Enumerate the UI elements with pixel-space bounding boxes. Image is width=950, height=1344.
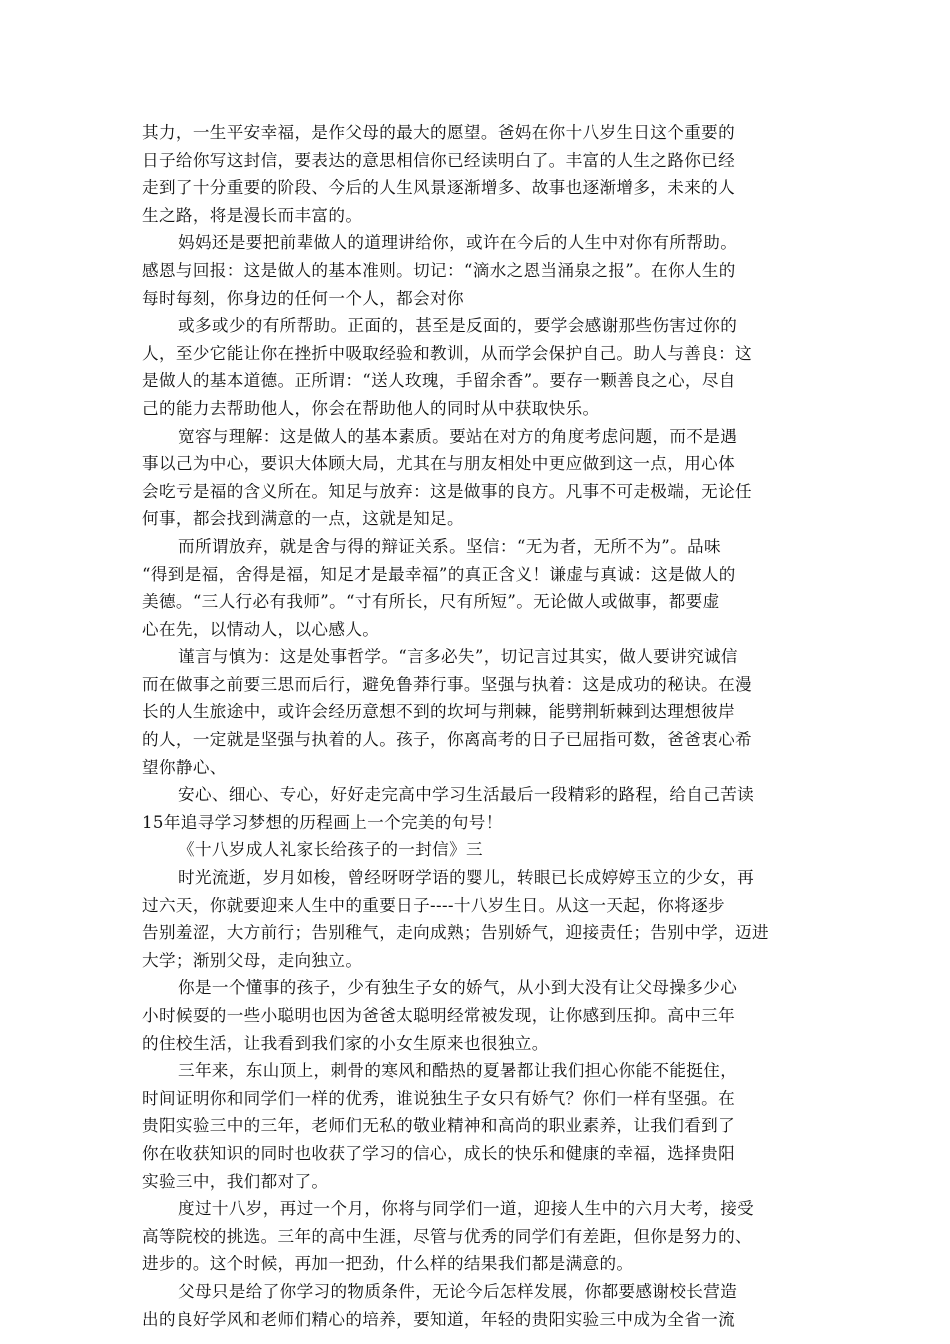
text-line: 三年来，东山顶上，刺骨的寒风和酷热的夏暑都让我们担心你能不能挺住，: [178, 1061, 738, 1081]
text-line: 人，至少它能让你在挫折中吸取经验和教训，从而学会保护自己。助人与善良：这: [142, 343, 752, 363]
text-line: 每时每刻，你身边的任何一个人，都会对你: [142, 288, 464, 308]
text-line: 你是一个懂事的孩子，少有独生子女的娇气，从小到大没有让父母操多少心: [178, 978, 738, 998]
text-line: 时间证明你和同学们一样的优秀，谁说独生子女只有娇气？你们一样有坚强。在: [142, 1088, 736, 1108]
text-line: 的人，一定就是坚强与执着的人。孩子，你离高考的日子已屈指可数，爸爸衷心希: [142, 730, 752, 750]
text-line: 会吃亏是福的含义所在。知足与放弃：这是做事的良方。凡事不可走极端，无论任: [142, 481, 752, 501]
text-line: 父母只是给了你学习的物质条件，无论今后怎样发展，你都要感谢校长营造: [178, 1281, 738, 1301]
text-line: 宽容与理解：这是做人的基本素质。要站在对方的角度考虑问题，而不是遇: [178, 426, 738, 446]
text-line: 是做人的基本道德。正所谓：“送人玫瑰，手留余香”。要存一颗善良之心，尽自: [142, 371, 736, 391]
text-line: 长的人生旅途中，或许会经历意想不到的坎坷与荆棘，能劈荆斩棘到达理想彼岸: [142, 702, 736, 722]
text-line: 或多或少的有所帮助。正面的，甚至是反面的，要学会感谢那些伤害过你的: [178, 316, 738, 336]
text-line: 而所谓放弃，就是舍与得的辩证关系。坚信：“无为者，无所不为”。品味: [178, 536, 721, 556]
text-line: 大学；渐别父母，走向独立。: [142, 950, 363, 970]
text-line: 生之路，将是漫长而丰富的。: [142, 205, 363, 225]
text-line: 美德。“三人行必有我师”。“寸有所长，尺有所短”。无论做人或做事，都要虚: [142, 592, 720, 612]
text-line: 感恩与回报：这是做人的基本准则。切记：“滴水之恩当涌泉之报”。在你人生的: [142, 260, 736, 280]
text-line: 心在先，以情动人，以心感人。: [142, 619, 380, 639]
text-line: 日子给你写这封信，要表达的意思相信你已经读明白了。丰富的人生之路你已经: [142, 150, 736, 170]
text-line: 而在做事之前要三思而后行，避免鲁莽行事。坚强与执着：这是成功的秘诀。在漫: [142, 674, 752, 694]
text-line: 小时候耍的一些小聪明也因为爸爸太聪明经常被发现，让你感到压抑。高中三年: [142, 1006, 736, 1025]
text-line: 《十八岁成人礼家长给孩子的一封信》三: [178, 840, 483, 860]
text-line: 15年追寻学习梦想的历程画上一个完美的句号！: [142, 812, 503, 832]
text-line: “得到是福，舍得是福，知足才是最幸福”的真正含义！谦虚与真诚：这是做人的: [142, 564, 736, 584]
document-body: [142, 119, 810, 1333]
text-line: 告别羞涩，大方前行；告别稚气，走向成熟；告别娇气，迎接责任；告别中学，迈进: [142, 923, 769, 943]
text-line: 过六天，你就要迎来人生中的重要日子----十八岁生日。从这一天起，你将逐步: [142, 895, 725, 915]
text-line: 安心、细心、专心，好好走完高中学习生活最后一段精彩的路程，给自己苦读: [178, 785, 755, 805]
text-line: 贵阳实验三中的三年，老师们无私的敬业精神和高尚的职业素养，让我们看到了: [142, 1116, 736, 1136]
text-line: 走到了十分重要的阶段、今后的人生风景逐渐增多、故事也逐渐增多，未来的人: [142, 178, 736, 198]
text-line: 时光流逝，岁月如梭，曾经呀呀学语的婴儿，转眼已长成婷婷玉立的少女，再: [178, 868, 755, 888]
text-line: 高等院校的挑选。三年的高中生涯，尽管与优秀的同学们有差距，但你是努力的、: [142, 1226, 752, 1246]
text-line: 进步的。这个时候，再加一把劲，什么样的结果我们都是满意的。: [142, 1254, 634, 1274]
text-line: 度过十八岁，再过一个月，你将与同学们一道，迎接人生中的六月大考，接受: [178, 1199, 755, 1219]
text-line: 实验三中，我们都对了。: [142, 1171, 329, 1191]
text-line: 谨言与慎为：这是处事哲学。“言多必失”，切记言过其实，做人要讲究诚信: [178, 647, 738, 667]
text-line: 出的良好学风和老师们精心的培养，要知道，年轻的贵阳实验三中成为全省一流: [142, 1309, 736, 1329]
text-line: 妈妈还是要把前辈做人的道理讲给你，或许在今后的人生中对你有所帮助。: [178, 233, 738, 253]
text-line: 事以己为中心，要识大体顾大局，尤其在与朋友相处中更应做到这一点，用心体: [142, 454, 736, 474]
text-line: 你在收获知识的同时也收获了学习的信心，成长的快乐和健康的幸福，选择贵阳: [142, 1143, 736, 1163]
text-line: 己的能力去帮助他人，你会在帮助他人的同时从中获取快乐。: [142, 398, 600, 418]
text-line: 望你静心、: [142, 757, 227, 777]
text-line: 其力，一生平安幸福，是作父母的最大的愿望。爸妈在你十八岁生日这个重要的: [142, 123, 736, 142]
text-line: 的住校生活，让我看到我们家的小女生原来也很独立。: [142, 1033, 549, 1053]
text-line: 何事，都会找到满意的一点，这就是知足。: [142, 509, 464, 529]
